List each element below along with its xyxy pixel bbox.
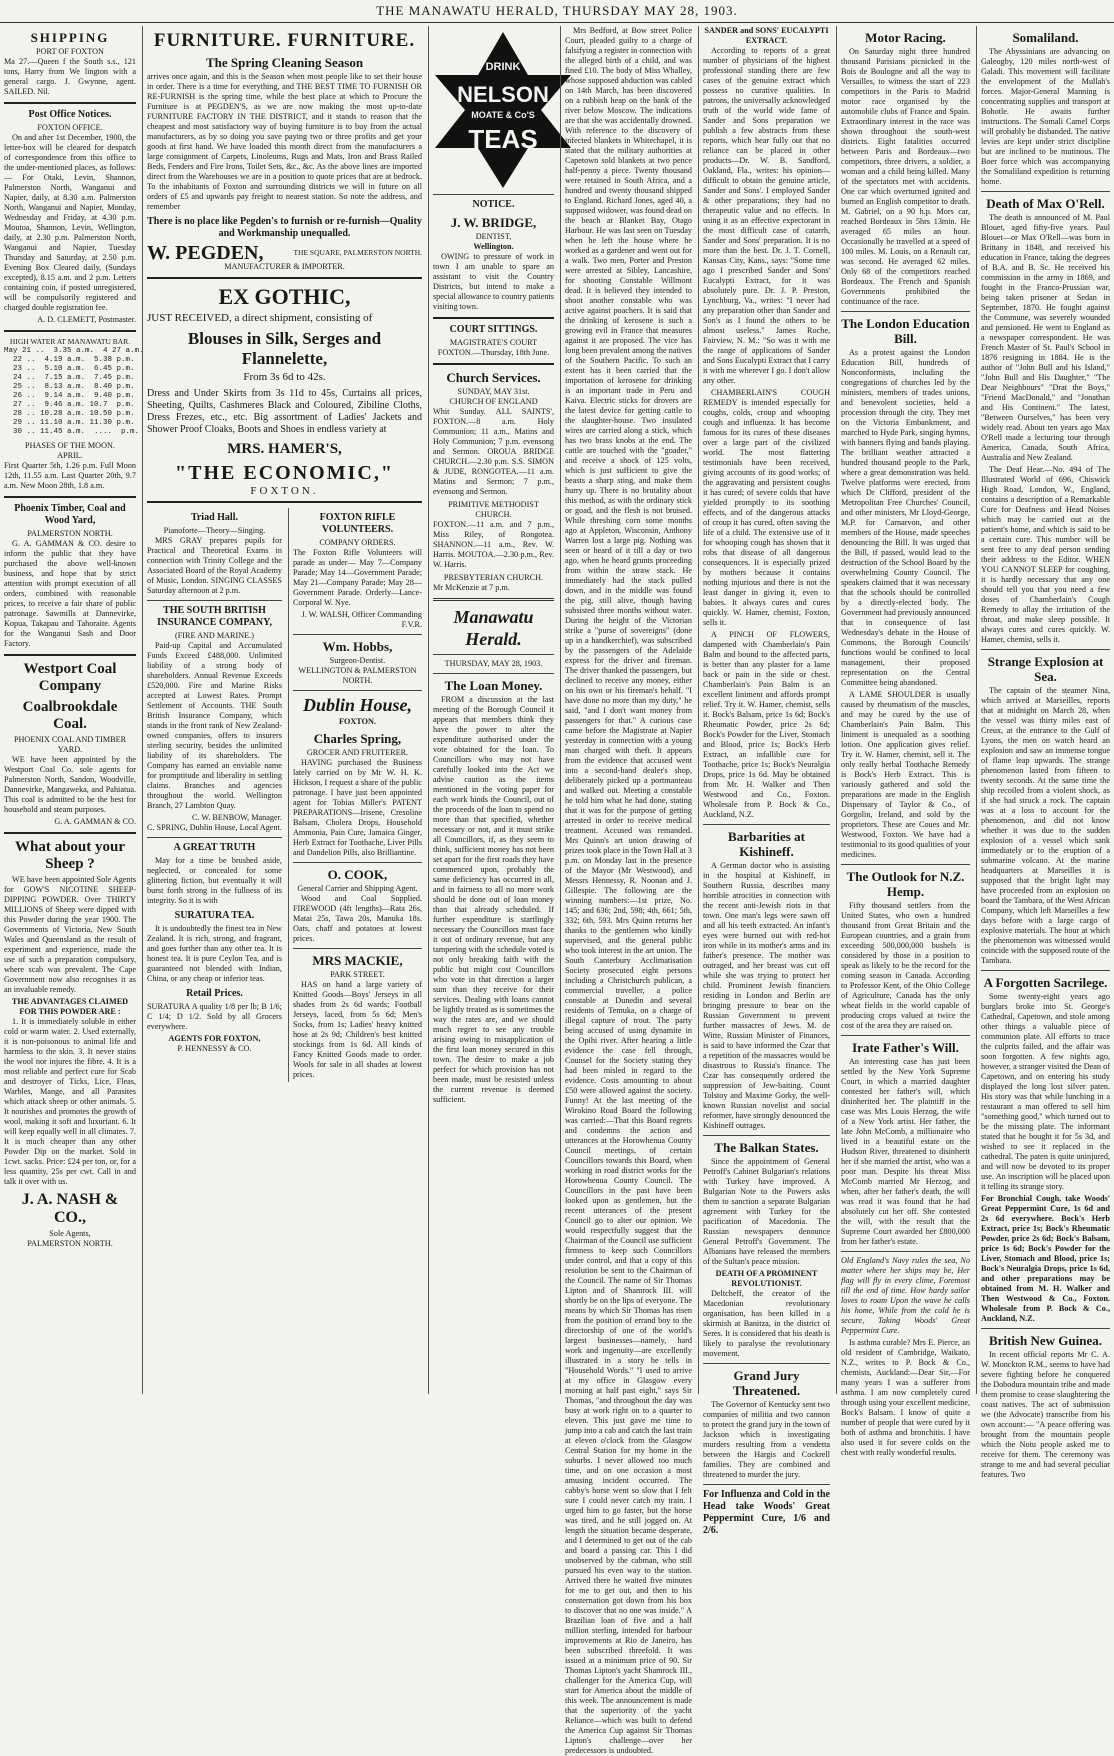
suratura-body: It is undoubtedly the finest tea in New Zealand. It is rich, strong, and fragrant, and goes further than any other tea. It is honest tea. It is pure Ceylon Tea, and is guaranteed not blended with Indian, China, or any cheap or inferior teas. [147,924,282,983]
balkan-heading: The Balkan States. [714,1140,819,1155]
hamer-name: MRS. HAMER'S, [227,441,342,457]
church-heading: Church Services. [446,370,541,385]
jury-body: The Governor of Kentucky sent two companies of militia and two cannon to protect the grand jury in the town of Jackson which is investigating murders resulting from a vendetta between the Hargis and Cockrell families. They are combined and threatened to murder the jury. [703,1400,830,1479]
cook-heading: O. COOK, [327,867,388,882]
orell-heading: Death of Max O'Rell. [986,196,1105,211]
hobbs-body: WELLINGTON & PALMERSTON NORTH. [298,666,417,685]
church-england: CHURCH OF ENGLAND [449,397,538,406]
jury-heading: Grand Jury Threatened. [732,1368,801,1398]
spring-heading: Charles Spring, [313,731,402,746]
gothic-body: JUST RECEIVED, a direct shipment, consisting of [147,312,373,324]
asthma-body: Is asthma curable? Mrs E. Pierce, an old resident of Cambridge, Waikato, N.Z., writes to P. Bock & Co., chemists, Auckland:—Dear Sir,—For many years I was a sufferer from asthma. I am now completely cured through using your excellent medicine, Bock's Balsam. I know of quite a number of people that were cured by it both of asthma and bronchitis. I have also used it for severe colds on the chest with really wonderful results. [841,1338,970,1457]
news-items: Mrs Bedford, at Bow street Police Court, pleaded guilty to a charge of falsifying a register in connection with the alleged birth of a child, and was fined £10. The body of Miss Whalley, whose supposed abduction was cabled on 14th March, has been discovered on a rubbish heap on the bank of the river below Moscow. The indications are that she was accidentally drowned. With reference to the discovery of infected blankets in Whitechapel, it is stated that the military authorities at Capetown sold blankets at two pence half-penny a piece. Twenty thousand were retained in South Africa, and a hundred and twenty thousand shipped to England. Richard Jones, aged 40, a supposed widower, was found dead on the beach at Blanket Bay, Otago Harbour. He was last seen on Tuesday when he left the house where he worked as a gardener and went out for a walk. Two men, Porter and Preston were arrested at Sibley, Lancashire, for shooting Constable Willmont dead. It is believed they intended to shoot another constable who was active against poachers. It is said that the drinking of kerosene is such a growing evil in France that measures against it are proposed. The vice has long been prevalent among the natives of the Southern Pacific. To such an extent has it been carried that the importation of kerosene for drinking is an important trade in Peru and Kaiva. Electric sticks for drovers are the latest device for getting cattle to the slaughter-house. Two insulated wires are carried along a stick, which has two brass knobs at the end. The cattle are touched with the "goader," and receive a shock of 125 volts, which is just sufficient to give the beasts a sharp sting, and make them hurry up. There is no brutality about this method, as with the ordinary stick or goad, and the flesh is not bruised. While threshing corn some months ago at Appleton, Wisconsin, Anthony Warren lost a large pig. Nothing was seen or heard of it till a day or two ago, when he heard grunts proceeding from within the straw stack. He immediately had the stack pulled down, and in the middle was found the pig, still alive, though having subsisted three months without water. During the height of the Victorian strike a "purse of sovereigns" (done up in a handkerchief), was subscribed by the passengers of the Adelaide express for the driver and fireman. The driver thanked the passengers, but declined to receive any money, either on his own or his fireman's behalf. "I have done no more than my duty," he said, "and I don't want money from passengers for that." A curious case came before the Magistrate at Napier yesterday in connection with a young man charged with theft. It appears from the evidence that accused went into a second-hand dealer's shop, deliberately picked up a portmanteau and walked out. Meeting a constable he told him what he had done, stating that it was for the purpose of getting arrested in order to receive medical treatment. Accused was remanded. Mrs Quinn's art union drawing of prizes took place in the Town Hall at 3 p.m. on Monday last in the presence of the Mayor (Mr Westwood), and Messrs Hennessy, R. Noonan and J. Gillespie. The following are the winning numbers:—1st prize, No. 145; and 636; 2nd, 598; 4th, 661; 5th, 332; 6th, 593. Mrs Quinn returns her thanks to the gentlemen who kindly supervised, and the general public who took interest in the art union. The South Canterbury Acclimatisation Society prosecuted eight persons including a Christchurch publican, a commercial traveller, a police constable at Dunedin and several residents of Temuka, on a charge of illegal capture of trout. The party being accused of using dynamite in the Opihi river. After hearing a little evidence the case fell through, Counsel for the Society stating they had been misled in regard to the evidence. Costs amounting to about £50 were allowed against the society. Funny! At the last meeting of the Wirokino Road Board the following was carried:—That this Board regrets and condemns the action and utterances at the Horowhenua County Council meetings, of certain Councillors towards this Board, when working in road district works for the Horowhenua County Council. The Councillors in the past have been looked upon as gentlemen, but the recent utterances of the present Council go to alter our opinion. We would respectfully suggest that the Chairman of the Council use sufficient firmness to keep such Councillors under control, and that a copy of this resolution be sent to the Chairman of the Council. The name of Sir Thomas Lipton and of Shamrock III. will shortly be on the lips of everyone. The means by which Sir Thomas has risen from the position of errand boy to the directorship of one of the world's largest businesses—namely, hard work and ingenuity—are excellently illustrated in a story he tells in "Household Words." "I used to arrive at my office in Glasgow every morning at half past eight," says Sir Thomas, "and throughout the day was busy at work right on to a quarter to eleven. This just gave me time to jump into a cab and catch the last train at eleven o'clock from the Glasgow Central Station for my home in the suburbs. I never allowed too much time, and on one occasion a most amusing incident occurred. The cabby's horse went so slow that I felt sure I could never catch my train. I urged him to go faster, but the horse was tired, and he still jogged on. At length the situation became desperate, and I determined to get out of the cab and board a passing car. This I did unobserved by the cabman, who still pursued his even way to the station. Arrived there he waited five minutes for me to get out, and then to his consternation got down from his box to discover that no one was inside." A Brazilian loan of five and a half million sterling, intended for harbour improvements at Rio de Janeiro, has been subscribed threefold. It was issued at a minimum price of 90. Sir Thomas Lipton's yacht Shamrock III., challenger for the America Cup, will start for America about the middle of this week. The announcement is made that the superiority of the yacht Reliance—which was built to defend the America Cup against Sir Thomas Lipton's challenge—over her predecessors is undoubted. [565,26,692,1755]
methodist-body: FOXTON.—11 a.m. and 7 p.m., Miss Riley, of Rongotea. SHANNON.—11 a.m., Rev. W. Harris. MOUTOA.—2.30 p.m., Rev. W. Harris. [433,520,554,569]
post-office-sub: FOXTON OFFICE. [37,123,103,132]
nelson-teas-ad [433,30,573,190]
bronchial-ad: For Bronchial Cough, take Woods' Great Peppermint Cure, 1s 6d and 2s 6d everywhere. Bock's Herb Extract, price 1s; Bock's Rheumatic Powder, price 2s 6d; Bock's Balsam, price 1s 6d; Bock's Powder for the Liver, Stomach and Blood, price 1s; Bock's Neuralgia Drops, price 1s 6d, and other preparations may be obtained from M. H. Walker and Then Westwood & Co., Foxton. Wholesale from P. Bock & Co., Auckland, N.Z. [981,1194,1110,1323]
nash-heading: J. A. NASH & CO., [21,1191,119,1226]
phoenix-heading: Phoenix Timber, Coal and Wood Yard, [14,503,126,526]
shipping-port: PORT OF FOXTON [36,47,104,56]
sanders-body: According to reports of a great number of physicians of the highest professional standing there are few cases of the genuine extract which possess no curative qualities. In patrons, the universally acknowledged truth of the world wide fame of Sander and Sons preparation we publish a few abstracts from these reports, which hear fully out that no reliance can be placed in other products—Dr. W. B. Sandford, Oakland, Fla., writes: his opinion—difficult to obtain the genuine article, Sander and Sons'. I employed Sander & other preparations; they had no therapeutic value and no effects. In using it as an effective expectorant in the most difficult case of catarrh, Sander and Sons' preparation. It is no more than the best. Dr. J. T. Cornell, Kansas City, Kans., says: "Some time ago I prescribed Sander and Sons' Eucalypti Extract, for it was absolutely pure. Dr. J. P. Preston, Lynchburg, Va., writes: "I never had any preparation other than Sander and Son's as I found the others to be almost useless." James Roche, Fairview, N. M.: "So was it with me the range of applications of Sander and Sons Eucalypti Extract that I carry it with me wherever I go. I don't allow any other. [703,46,830,385]
moon-heading: PHASES OF THE MOON. [25,441,115,450]
hemp-body: Fifty thousand settlers from the United States, who own a hundred thousand from Great Britain and the European countries, and a grain from exceeding 500,000,000 bushels is considered by those in a position to speak as likely to be the record for the coming season in Canada. According to Professor Kent, of the Ohio College of Agriculture, Canada has the only wheat fields in the world capable of producing crops valued at twice the cost of the area they are raised on. [841,901,970,1030]
bridge-body: OWING to pressure of work in town I am unable to spare an assistant to visit the Country Districts, but intend to make a special allowance to country patients visiting town. [433,252,554,311]
presbyterian-body: Mr McKenzie at 7 p.m. [433,583,510,592]
triad-body: MRS GRAY prepares pupils for Practical and Theoretical Exams in connection with Trinity College and the Associated Board of the Royal Academy of Music, London. SINGING CLASSES Saturday afternoon at 2 p.m. [147,536,282,595]
pain-balm-body: A PINCH OF FLOWERS, dampened with Chamberlain's Pain Balm and bound to the affected parts, is better than any plaster for a lame back or pain in the side or chest. Chamberlain's Pain Balm is an excellent liniment and affords prompt relief. Try it. W. Hamer, chemist, sells it. Bock's Balsam, price 1s 6d; Bock's Rheumatic Powder, price 2s 6d; Bock's Powder for the Liver, Stomach and Blood, price 1s; Bock's Herb Extract, an infallible cure for Toothache, price 1s; Bock's Neuralgia Drops, price 1s 6d. May be obtained from Mr. H. Walker and Then Westwood and Co., Foxton. Wholesale from P. Bock & Co., Auckland, N.Z. [703,630,830,819]
herald-title: Manawatu Herald. [453,607,534,649]
dublin-town: FOXTON. [339,717,376,726]
deaf-body: The Deaf Hear.—No. 494 of The Illustrated World of 696, Chiswick High Road, London, W., England, contains a description of a Remarkable Cure for Deafness and Head Noises which may be carried out at the patient's home, and which is said to be a certain cure. This number will be sent free to any deaf person sending their address to the Editor. WHEN YOU CANNOT SLEEP for coughing, it is hardly necessary that any one should tell you that you need a few doses of Chamberlain's Cough Remedy to allay the irritation of the throat, and make sleep possible. It always cures and cures quickly. W. Hamer, chemist, sells it. [981,465,1110,644]
somaliland-heading: Somaliland. [1012,30,1079,45]
post-office-heading: Post Office Notices. [28,109,112,120]
barbarities-body: A German doctor who is assisting in the hospital at Kishineff, in Southern Russia, describes many horrible atrocities in connection with the recent anti-Jewish riots in that town. One man's legs were sawn off and all his teeth extracted. An infant's eyes were burned out with red-hot iron while in its mother's arms and its father's presence. The mother was outraged, and her breast was cut off while she was trying to protect her child. Prominent Jewish financiers residing in London and Berlin are bringing pressure to bear on the Russian Government to prevent further massacres of Jews. M. de Witte, Russian Minister of Finances, is said to have informed the Czar that a repetition of the massacres would be disastrous to Russia's finance. The Czar has consequently ordered the suppression of Jew-baiting. Count Tolstoy and Maxime Gorky, the well-known Russian novelist and social reformer, have strongly denounced the Kishineff outrages. [703,861,830,1130]
cough-remedy-body: CHAMBERLAIN'S COUGH REMEDY is intended especially for coughs, colds, croup and whooping cough and influenza. It has become famous for its cures of these diseases over a large part of the civilized world. The most flattering testimonials have been received, giving accounts of its good works; of the aggravating and persistent coughs it has cured; of severe colds that have yielded promptly to its soothing effects, and of the dangerous attacks of croup it has cured, often saving the life of a child. The extensive use of it for whooping cough has shown that it robs that disease of all dangerous consequences. It is especially prized by mothers because it contains nothing injurious and there is not the least danger in giving it, even to babies. It always cures and cures quickly. W. Hamer, chemist, Foxton, sells it. [703,388,830,627]
truth-body: May for a time be brushed aside, neglected, or concealed for some glittering fiction, but eventually it will burst forth strong in the fullness of its integrity. So it is with [147,856,282,905]
blouse-price: From 3s 6d to 42s. [243,371,326,383]
agents-body: P. HENNESSY & CO. [177,1044,252,1053]
insurance-heading: THE SOUTH BRITISH INSURANCE COMPANY, [156,605,272,628]
guinea-body: In recent official reports Mr C. A. W. Monckton R.M., seems to have had severe fighting before he conquered the Dobodura mountain tribe and made them promise to cease slaughtering the coast natives. The act of submission we (the Advocate) transcribe from his own account:— "A peace offering was brought from the mountain people which the Notu people asked me to receive for them. The ceremony was strange to me and had several peculiar features. Two [981,1350,1110,1479]
column-4 [428,26,558,1394]
cook-sub: General Carrier and Shipping Agent. [297,884,418,893]
nelson-teas-text: TEAS [468,124,538,154]
shipping-body: Ma 27.—Queen f the South s.s., 121 tons, Harry from We lington with a general cargo. J. Gwynne, agent. SAILED. Nil. [4,57,136,96]
navy-verse: Old England's Navy rules the sea, No matter where her ships may be, Her flag will fly in every clime, Foremost till the end of time. How hardy sailor loves to roam Upon the wave he calls his home, While from the cold he is secure, Taking Woods' Great Peppermint Cure. [841,1256,970,1335]
pegden-name: W. PEGDEN, [147,242,264,264]
dress-body: Dress and Under Skirts from 3s 11d to 45s, Curtains all prices, Sheeting, Quilts, Cashmeres Black and Coloured, Zibiline Cloths, Dress Frezes, etc., etc. Big assortment of Ladies' Jackets and Shower Proof Cloaks, Boots and Shoes in endless variety at [147,388,422,435]
methodist-heading: PRIMITIVE METHODIST CHURCH. [448,500,539,519]
explosion-body: The captain of the steamer Nina, which arrived at Marseilles, reports that at midnight on March 28, when the vessel was thirty miles east of Creux, at the entrance to the Gulf of Lyons, the men on watch heard an explosion and saw an immense tongue of flame leap upwards. The strange phenomenon lasted from fifteen to twenty seconds. At the same time the ship recoiled from a violent shock, as if she had struck a rock. The captain was at a loss to account for the phenomenon, and did not know whether it was due to the sudden explosion of a vessel which sank immediately or to the eruption of a submarine volcano. At the marine headquarters at Marseilles it is supposed that the bright light may have proceeded from an explosion on board the Tambara, of the West African Company, which left Marseilles a few days before with a large cargo of explosive materials. The hour at which the phenomenon was witnessed would coincide with the supposed route of the Tambara. [981,686,1110,965]
westport-heading: Westport Coal Company [23,661,117,694]
will-heading: Irate Father's Will. [852,1040,959,1055]
lame-shoulder-body: A LAME SHOULDER is usually caused by rheumatism of the muscles, and may be cured by the use of Chamberlain's Pain Balm. This liniment is unequaled as a soothing lotion. One application gives relief. Try it. W. Hamer, chemist, sell it. The only really herbal Toothache Remedy is Bock's Herb Extract. This is variously gathered and sold the preparations are made in the English Dispensary of Taylor & Co., of Gorgolin, Ireland, and sold by the proprietors. These are Coues and Mr. Westwood, Foxton. We have had a testimonial to its good qualities of your medicines. [841,690,970,859]
guinea-heading: British New Guinea. [988,1333,1103,1348]
column-8 [976,26,1114,1479]
motor-heading: Motor Racing. [865,30,946,45]
education-heading: The London Education Bill. [841,316,970,346]
dublin-heading: Dublin House, [302,695,412,715]
pegden-role: MANUFACTURER & IMPORTER. [224,262,345,271]
triad-sub: Pianoforte—Theory—Singing. [163,526,266,535]
sacrilege-body: Some twenty-eight years ago burglars broke into St. George's Cathedral, Capetown, and stole among other things a valuable piece of communion plate. All efforts to trace the culprits failed, and the affair was soon forgotten. A few nights ago, however, a stranger visited the Dean of Capetown, and on entering his study displayed the long lost silver paten. His story was that while lunching in a restaurant a man offered to sell him "something good," which turned out to be the missing plate. The informant stated that he bought it for 5s 3d, and wished to see it replaced in the cathedral. The paten is quite uninjured, and will now be devoted to its proper use. An inscription will be placed upon it telling its strange story. [981,992,1110,1191]
furniture-tagline: There is no place like Pegden's to furnish or re-furnish—Quality and Workmanship unequalled. [147,216,422,239]
insurance-sub: (FIRE AND MARINE.) [175,631,254,640]
court-body: FOXTON.—Thursday, 18th June. [437,348,550,357]
nelson-star-logo [433,30,573,190]
influenza-ad: For Influenza and Cold in the Head take Woods' Great Peppermint Cure, 1/6 and 2/6. [703,1489,830,1536]
sacrilege-heading: A Forgotten Sacrilege. [983,975,1108,990]
westport-sign: G. A. GAMMAN & CO. [54,817,136,826]
church-body: Whit Sunday. ALL SAINTS', FOXTON.—8 a.m. Holy Communion; 11 a.m., Matins and Holy Communion; 7 p.m. evensong and Sermon. OROUA BRIDGE CHURCH.—2.30 p.m. S.S. SIMON & JUDE, RONGOTEA.—11 a.m. Matins and Sermon; 7 p.m., evensong and Sermon. [433,407,554,496]
post-office-body: On and after 1st December, 1900, the letter-box will be cleared for despatch of correspondence from this office to the under-mentioned places, as follows:— For Otaki, Levin, Shannon, Palmerston North, Wanganui and Napier, daily, at 8.30 a.m. Palmerston North, Wanganui and Napier, Monday, Wednesday and Friday, at 4.30 p.m. Moutoa, Shannon, Levin, Wellington, daily, at 2.30 p.m. Palmerston North, Wanganui and Napier, Tuesday Thursday and Saturday, at 2.50 p.m. Evening Box Cleared daily, (Sundays excepted), 8.15 a.m. and 2 p.m. Letters containing coin, if posted unregistered, will be compulsorily registered and charged double registration fee. [4,133,136,312]
court-heading: COURT SITTINGS. [449,324,538,335]
hemp-heading: The Outlook for N.Z. Hemp. [846,869,965,899]
mackie-sub: PARK STREET. [330,970,385,979]
tide-heading: HIGH WATER AT MANAWATU BAR. [9,337,131,346]
phoenix-body: G. A. GAMMAN & CO. desire to inform the public that they have purchased the above well-known business, and hope that by strict attention with prompt execution of all orders, combined with reasonable prices, to receive a fair share of public patronage. Sawmills at Dannevirke, Kopua, Takapau and Tahoraite. Agents for the Wanganui Sash and Door Factory. [4,539,136,648]
economic-town: FOXTON. [250,485,319,497]
hobbs-heading: Wm. Hobbs, [322,639,393,654]
education-body: As a protest against the London Education Bill, hundreds of Nonconformists, including the congregations of churches led by the ministers, members of trades unions, and benevolent societies, held a procession through the city. They met on the Victoria Embankment, and marched to Hyde Park, singing hymns, with banners flying and bands playing. The brilliant weather attracted a hundred thousand people to the Park, where a great demonstration was held. Twelve platforms were erected, from which Dr Clifford, president of the Metropolitan Free Churches' Council, and other ministers, Mr Lloyd-George, M.P. for Carnarvon, and other members of the House, made speeches denouncing the Bill. It was urged that the Bill, if passed, would lead to the destruction of the School Board by the overwhelming County Council. The speakers claimed that it was necessary that the schools should be controlled by a directly-elected body. The Government had previously announced that in consequence of last Wednesday's debate in the House of Commons, the Borough Councils' functions would be confined to local management, their proposed representation on the Central Committee being abandoned. [841,348,970,687]
retail-body: SURATURA A quality 1/8 per lb; B 1/6; C 1/4; D 1/2. Sold by all Grocers everywhere. [147,1002,282,1031]
explosion-heading: Strange Explosion at Sea. [987,654,1104,684]
balkan-body: Since the appointment of General Petroff's Cabinet Bulgarian's relations with Turkey have improved. A Bulgarian Note to the Powers asks them to sanction a separate Bulgarian agreement with Turkey for the pacification of Macedonia. The Russian newspapers denounce General Petroff's Government. The Albanians have released the members of the Sultan's peace mission. [703,1157,830,1266]
rifle-body: The Foxton Rifle Volunteers will parade as under— May 7—Company Parade; May 14—Government Parade; May 21—Company Parade; May 28—Government Parade. Orderly—Lance-Corporal W. Nye. [292,548,422,607]
suratura-heading: SURATURA TEA. [174,910,255,921]
tide-table: May 21 .. 3.35 a.m. 4 27 a.m. 22 .. 4.19 a.m. 5.38 p.m. 23 .. 5.10 a.m. 6.45 p.m. 24 .. 7.15 a.m. 7.45 p.m. 25 .. 8.13 a.m. 8.40 p.m. 26 .. 9.14 a.m. 9.40 p.m. 27 .. 9.46 a.m. 10.7 p.m. 28 .. 10.28 a.m. 10.50 p.m. 29 .. 11.10 a.m. 11.30 p.m. 30 .. 11.45 a.m. .... p.m. [4,347,144,436]
furniture-sub: The Spring Cleaning Season [205,55,364,70]
westport-body: WE have been appointed by the Westport Coal Co. sole agents for Palmerston North, Sandon, Woodville, Dannevirke, Mangaweka, and Pahiatua. This coal is admitted to be the best for household and steam purposes. [4,755,136,814]
rifle-sign: J. W. WALSH, Officer Commanding F.V.R. [301,610,422,629]
sheep-heading: What about your Sheep ? [14,839,126,872]
moon-month: APRIL. [57,451,83,460]
death-heading: DEATH OF A PROMINENT REVOLUTIONIST. [715,1269,818,1288]
bridge-sub: DENTIST, [475,232,512,241]
economic-heading: "THE ECONOMIC," [175,462,394,484]
hobbs-sub: Surgeon-Dentist. [329,656,386,665]
bridge-heading: J. W. BRIDGE, [450,215,537,230]
furniture-heading: FURNITURE. FURNITURE. [153,30,416,51]
sheep-body: WE have been appointed Sole Agents for GOW'S NICOTINE SHEEP-DIPPING POWDER. Over THIRTY MILLIONS of Sheep were dipped with this Powder during the year 1900. The Governments of Victoria, New South Wales and Queensland as the result of experiment and experience, made the use of such a preparation compulsory, where scab was prevalent. The Cape Government now also recognises it as an invaluable remedy. [4,875,136,994]
coalbrookdale-heading: Coalbrookdale Coal. [22,699,118,732]
sheep-advantages-heading: THE ADVANTAGES CLAIMED FOR THIS POWDER ARE : [11,997,129,1016]
gothic-heading: EX GOTHIC, [218,284,351,309]
notice-heading: NOTICE. [472,199,515,210]
sheep-advantages: 1. It is immediately soluble in either cold or warm water. 2. Used externally, it is non-poisonous to animal life and harmless to the skin. 3. It never stains the wool nor injures the fibre. 4. It is a most reliable and perfect cure for Scab and destroyer of Ticks, Lice, Fleas, Warbles, Mange, and all Parasites which attack sheep or other animals. 5. It nourishes and promotes the growth of wool, making it soft and luxuriant. 6. It will keep equally well in all climates. 7. It is much cheaper than any other Powder Dip on the market. Sold in 1cwt. sacks. Price: £24 per ton, or, for a less quantity, 25s per cwt. Call in and talk it over with us. [4,1017,136,1186]
pegden-address: THE SQUARE, PALMERSTON NORTH. [293,248,422,257]
furniture-body: arrives once again, and this is the Season when most people like to set their house in order. There is a time for everything, and THE BEST TIME TO FURNISH OR RE-FURNISH is the spring time, while the best place at which to Procure the Furniture is at PEGDEN'S, as we are now making the most up-to-date FURNITURE FACTORY IN THE DISTRICT, and it stands to reason that the cheapest and most satisfactory way of buying furniture is to buy from the actual manufacturers, as by so doing you save paying two or three profits and get your goods at first hand. We have loaded this month direct from the manufacturers a large consignment of Carpets, Linoleums, Rugs and Mats, Iron and Brass Railed Beds, Fenders and Fire Irons, Toilet Sets, &c., &c. As the above lines are imported direct from the Warehouses we are in a position to quote prices that are at bedrock. To the inhabitants of Foxton and surrounding districts we will in future on all orders of £5 and upwards pay freight to nearest station. So note the address, and remember [147,72,422,211]
somaliland-body: The Abyssinians are advancing on Galeogby, 120 miles north-west of Galadi. This movement will facilitate the envelopment of the Mullah's forces. Major-General Manning is concentrating supplies and transport at Bohotle. He awaits further instructions. The Somali Camel Corps will probably be disbanded. The native levies are kept under strict discipline but are inclined to be mutinous. The Boer force which was accompanying the Somaliland expedition is returning home. [981,47,1110,186]
column-1 [0,26,144,1394]
insurance-sign: C. W. BENBOW, Manager. [191,813,282,822]
loan-body: FROM a discussion at the last meeting of the Borough Council it appears that members think they have the power to alter the expenditure authorised under the vote obtained for the loan. To Councillors who may not have carefully looked into the Act we advise caution as the items mentioned in the voting paper for each work binds the Council, out of the proceeds of the loan to spend no more than that specified, whether necessary or not, and it must strike all Councillors, if, as they seem to think, sufficient money has not been set apart for the first roads they have commenced upon, probably the same deficiency has occurred in all, and in fairness to all no more work should be done out of loan money than that already scheduled. If further expenditure is startlingly necessary the Councillors must face it out of ordinary revenue, but any tampering with the schedule voted is not only breaking faith with the public but might cost Councillors who vote in that direction a larger sum than they receive for their services. Dealing with loans cannot be lightly treated as is sometimes the way the rates are, and we should much regret to see any trouble arising owing to misapplication of the first loan money secured in this town. The desire to make a job perfect for which provision has not been made, must be resisted unless the current revenue is deemed sufficient. [433,695,554,1104]
westport-sub: PHOENIX COAL AND TIMBER YARD. [13,735,127,754]
column-5 [560,26,696,1755]
orell-body: The death is announced of M. Paul Blouet, aged fifty-five years. Paul Blouet—or Max O'Rell—was born in Brittany in 1848, and received his education in France, taking the degrees of B.A. and B. Sc. He received his commission in the army in 1869, and fought in the Franco-Prussian war, being taken prisoner at Sedan in September, 1870. He fought against the Commune, was severely wounded and pensioned. He went to England as a newspaper correspondent. He was French Master of St. Paul's School in 1876 resigning in 1884. He is the author of "John Bull and his Island," "John Bull and His Daughter," "The Dear Neighbours" "Drat the Boys," "Friend MacDonald," and "Jonathan and His Continent." The latest, "Between Ourselves," has been very widely read. About ten years ago Max O'Rell made a lecturing tour through America, Canada, South Africa, Australia and New Zealand. [981,213,1110,462]
column-7 [836,26,974,1457]
spring-body: HAVING purchased the Business lately carried on by Mr W. H. K. Hickson, I request a share of the public patronage. I have just been appointed agent for Tobias Miller's PATENT PREPARATIONS—Irisene, Cresoline Balsam, Cholera Drops, Household Ammonia, Pain Cure, Jamaica Ginger, Herb Extract for Toothache, Liver Pills and Dandelion Pills, also Brilliantine. [292,758,422,857]
barbarities-heading: Barbarities at Kishineff. [728,829,805,859]
presbyterian-heading: PRESBYTERIAN CHURCH. [443,573,544,582]
insurance-body: Paid-up Capital and Accumulated Funds Exceed £488,000. Unlimited liability of a strong body of shareholders. Annual Revenue Exceeds £520,000. Fire and Marine Risks accepted at Lowest Rates. Prompt Settlement of Accounts. THE South British Insurance Company, which stands in the front rank of New Zealand-owned companies, offers to insurers sterling security, besides the unlimited liability of its shareholders. The Company has earned an enviable name for promptitude and liberality in settling claims. Branches and agencies throughout the world. Wellington Branch, 27 Lambton Quay. [147,641,282,810]
loan-heading: The Loan Money. [444,678,543,693]
insurance-agent: C. SPRING, Dublin House, Local Agent. [147,823,282,832]
bridge-town: Wellington. [473,242,514,251]
retail-heading: Retail Prices. [186,988,243,999]
blouses-heading: Blouses in Silk, Serges and Flannelette, [187,329,382,368]
column-6 [698,26,834,1536]
post-office-sign: A. D. CLEMETT, Postmaster. [37,315,136,324]
motor-body: On Saturday night three hundred thousand Parisians picnicked in the Bois de Boulogne and all the way to Versailles, to witness the start of 223 competitors in the Paris to Madrid motor race organised by the automobile clubs of France and Spain. Extraordinary interest in the race was shown throughout the south-west districts. Eight fatalities occurred between Paris and Bordeaux—two competitors, three drivers, a soldier, a woman and a child being killed. Many of the spectators met with accidents. One car which overturned ignited and burned an English competitor to death. M. Gabriel, on a 90 h.p. Mors car, reached Bordeaux in 5hrs 13min. He averaged 65 miles an hour. Occasionally he travelled at a speed of 100 miles. M. Louis, on a Renault car, was second. He averaged 62 miles. Only 68 of the competitors reached Bordeaux. The French and Spanish Governments prohibited the continuance of the race. [841,47,970,306]
masthead: THE MANAWATU HERALD, THURSDAY MAY 28, 1903. [0,0,1114,23]
nelson-moate-text: MOATE & Co'S [471,110,535,120]
truth-heading: A GREAT TRUTH [173,842,256,853]
nelson-drink-text: DRINK [485,61,521,73]
column-2 [142,26,426,1394]
court-sub: MAGISTRATE'S COURT [449,338,538,347]
will-body: An interesting case has just been settled by the New York Supreme Court, in which a married daughter contested her father's will, which disinherited her. The plaintiff in the case was Mrs Louis Herzog, the wife of a New York artist. Her father, the late John McComb, a millionaire who lived in a beautiful estate on the Hudson River, threatened to disinherit her if she married the artist, who was a poor man. Despite his threat Miss McComb married Mr Herzog, and when, after her father's death, the will was read it was found that he had absolutely cut her off. She contested the will, with the result that the Supreme Court awarded her £800,000 from her father's estate. [841,1057,970,1246]
sanders-heading: SANDER and SONS' EUCALYPTI EXTRACT. [704,26,829,45]
shipping-heading: SHIPPING [30,30,110,45]
agents-heading: AGENTS FOR FOXTON, [168,1034,261,1043]
cook-body: Wood and Coal Supplied. FIREWOOD (4ft lengths)—Rata 26s, Matai 25s, Tawa 20s, Manuka 18s. Oats, chaff and potatoes at lowest prices. [292,894,422,943]
mackie-body: HAS on hand a large variety of Knitted Goods—Boys' Jerseys in all shades from 2s 6d wards; Football Jerseys, laced, from 5s 6d; Men's Socks, from 1s; Ladies' heavy knitted hose at 2s 9d; Children's best knitted stockings from 1s 6d. All kinds of Fancy Knitted Goods made to order. Wools for sale in all shades at lowest prices. [292,980,422,1079]
nelson-name-text: NELSON [457,82,549,107]
rifle-sub: COMPANY ORDERS. [319,538,396,547]
herald-date: THURSDAY, MAY 28, 1903. [444,659,543,668]
spring-sub: GROCER AND FRUITERER. [306,748,409,757]
mackie-heading: MRS MACKIE, [312,953,403,968]
nash-sub: Sole Agents, [49,1229,91,1238]
column-3 [288,508,422,1082]
nash-town: PALMERSTON NORTH. [27,1239,113,1248]
triad-heading: Triad Hall. [190,512,238,523]
church-sub: SUNDAY, MAY 31st. [457,387,530,396]
rifle-heading: FOXTON RIFLE VOLUNTEERS. [319,512,396,535]
moon-body: First Quarter 5th, 1.26 p.m. Full Moon 12th, 11.55 a.m. Last Quarter 20th, 9.7 a.m. New Moon 28th, 1.8 a.m. [4,461,136,490]
phoenix-sub: PALMERSTON NORTH. [27,529,113,538]
death-body: Deltcheff, the creator of the Macedonian revolutionary organisation, has been killed in a skirmish at Banitza, in the district of Seres. It is considered that his death is likely to paralyse the revolutionary movement. [703,1289,830,1358]
